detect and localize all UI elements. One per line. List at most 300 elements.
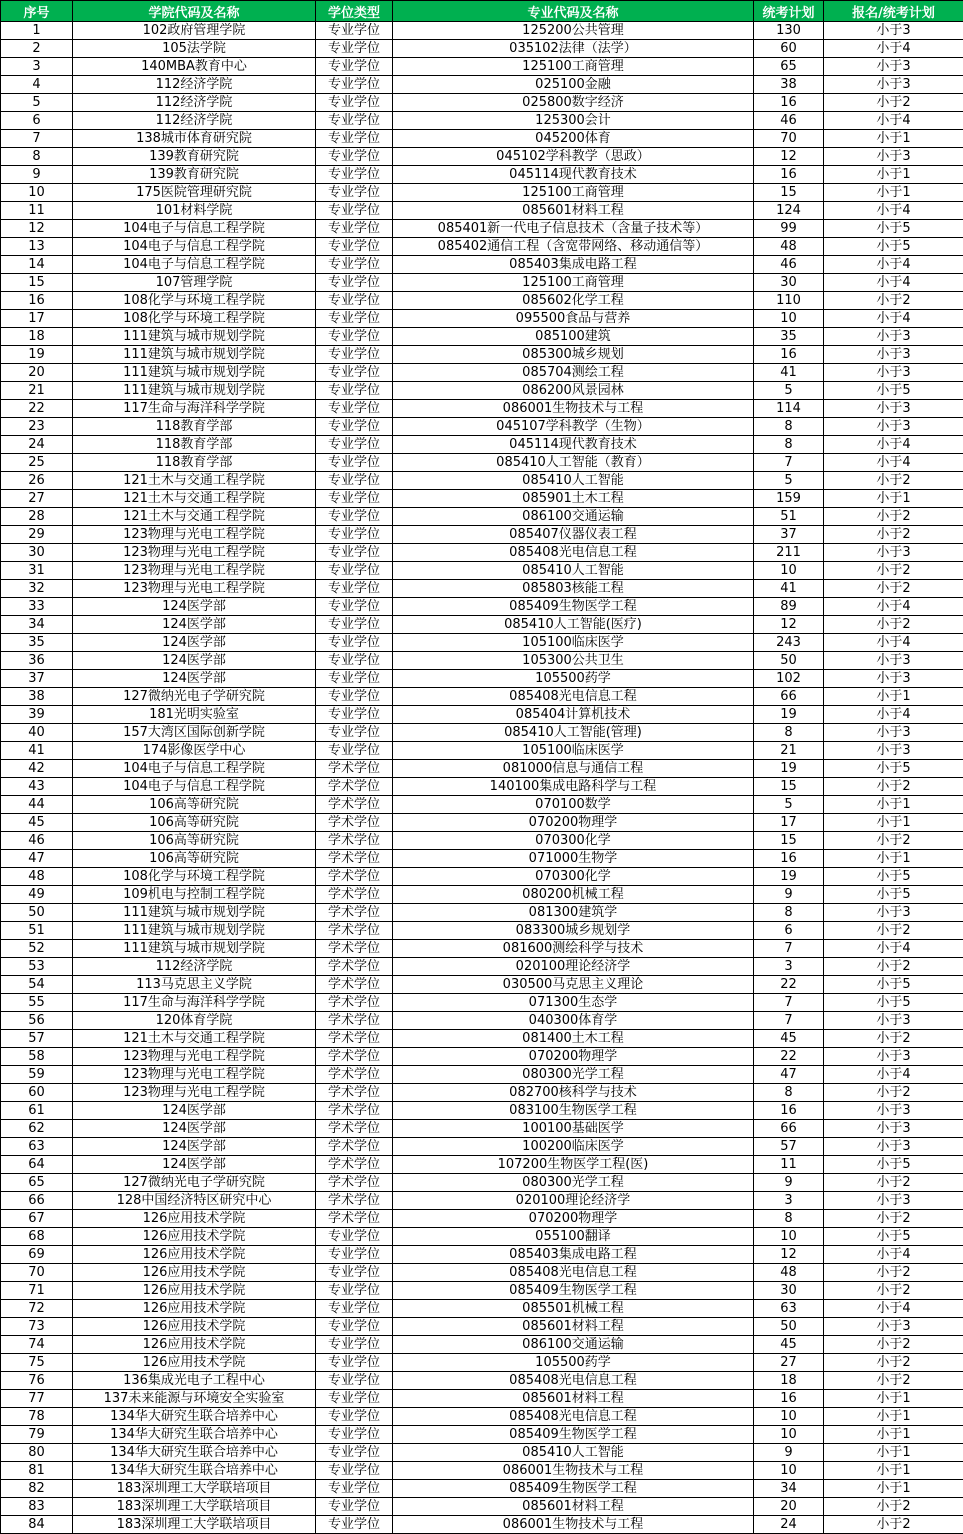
college-cell: 123物理与光电工程学院: [73, 1066, 316, 1084]
college-cell: 111建筑与城市规划学院: [73, 940, 316, 958]
table-row: [1, 310, 963, 328]
major-cell: 083300城乡规划学: [393, 922, 754, 940]
major-cell: 085410人工智能: [393, 472, 754, 490]
table-row: [1, 1444, 963, 1462]
table-row: [1, 238, 963, 256]
degree-type-cell: 专业学位: [316, 688, 393, 706]
row-index: 66: [1, 1192, 73, 1210]
plan-count-cell: 3: [754, 1192, 824, 1210]
ratio-cell: 小于2: [824, 292, 963, 310]
degree-type-cell: 专业学位: [316, 1426, 393, 1444]
major-cell: 085602化学工程: [393, 292, 754, 310]
row-index: 34: [1, 616, 73, 634]
row-index: 42: [1, 760, 73, 778]
college-cell: 112经济学院: [73, 958, 316, 976]
degree-type-cell: 学术学位: [316, 1174, 393, 1192]
degree-type-cell: 学术学位: [316, 994, 393, 1012]
table-row: [1, 256, 963, 274]
degree-type-cell: 专业学位: [316, 1336, 393, 1354]
plan-count-cell: 50: [754, 652, 824, 670]
row-index: 22: [1, 400, 73, 418]
row-index: 16: [1, 292, 73, 310]
row-index: 25: [1, 454, 73, 472]
plan-count-cell: 130: [754, 22, 824, 40]
college-cell: 102政府管理学院: [73, 22, 316, 40]
major-cell: 070300化学: [393, 868, 754, 886]
table-row: [1, 382, 963, 400]
college-cell: 157大湾区国际创新学院: [73, 724, 316, 742]
ratio-cell: 小于2: [824, 1516, 963, 1534]
college-cell: 113马克思主义学院: [73, 976, 316, 994]
row-index: 4: [1, 76, 73, 94]
ratio-cell: 小于1: [824, 490, 963, 508]
plan-count-cell: 10: [754, 310, 824, 328]
college-cell: 109机电与控制工程学院: [73, 886, 316, 904]
major-cell: 086001生物技术与工程: [393, 1462, 754, 1480]
college-cell: 127微纳光电子学研究院: [73, 1174, 316, 1192]
major-cell: 085408光电信息工程: [393, 1264, 754, 1282]
ratio-cell: 小于2: [824, 922, 963, 940]
plan-count-cell: 15: [754, 832, 824, 850]
college-cell: 134华大研究生联合培养中心: [73, 1408, 316, 1426]
row-index: 76: [1, 1372, 73, 1390]
degree-type-cell: 专业学位: [316, 724, 393, 742]
ratio-cell: 小于1: [824, 1444, 963, 1462]
row-index: 14: [1, 256, 73, 274]
table-row: [1, 1300, 963, 1318]
ratio-cell: 小于2: [824, 1030, 963, 1048]
college-cell: 126应用技术学院: [73, 1246, 316, 1264]
major-cell: 086100交通运输: [393, 508, 754, 526]
ratio-cell: 小于2: [824, 958, 963, 976]
table-row: [1, 994, 963, 1012]
table-row: [1, 850, 963, 868]
major-cell: 105100临床医学: [393, 742, 754, 760]
plan-count-cell: 27: [754, 1354, 824, 1372]
major-cell: 085408光电信息工程: [393, 1408, 754, 1426]
major-cell: 105100临床医学: [393, 634, 754, 652]
degree-type-cell: 专业学位: [316, 364, 393, 382]
college-cell: 181光明实验室: [73, 706, 316, 724]
ratio-cell: 小于2: [824, 1174, 963, 1192]
major-cell: 080200机械工程: [393, 886, 754, 904]
degree-type-cell: 专业学位: [316, 1318, 393, 1336]
major-cell: 085410人工智能: [393, 562, 754, 580]
ratio-cell: 小于4: [824, 1066, 963, 1084]
college-cell: 136集成光电子工程中心: [73, 1372, 316, 1390]
plan-count-cell: 16: [754, 850, 824, 868]
degree-type-cell: 专业学位: [316, 382, 393, 400]
plan-count-cell: 15: [754, 778, 824, 796]
table-row: [1, 580, 963, 598]
ratio-cell: 小于2: [824, 94, 963, 112]
major-cell: 085601材料工程: [393, 202, 754, 220]
row-index: 18: [1, 328, 73, 346]
degree-type-cell: 学术学位: [316, 958, 393, 976]
degree-type-cell: 学术学位: [316, 904, 393, 922]
college-cell: 121土木与交通工程学院: [73, 472, 316, 490]
ratio-cell: 小于2: [824, 472, 963, 490]
table-row: [1, 112, 963, 130]
college-cell: 106高等研究院: [73, 850, 316, 868]
table-row: [1, 148, 963, 166]
ratio-cell: 小于3: [824, 1102, 963, 1120]
plan-count-cell: 114: [754, 400, 824, 418]
major-cell: 070200物理学: [393, 814, 754, 832]
degree-type-cell: 专业学位: [316, 184, 393, 202]
ratio-cell: 小于3: [824, 652, 963, 670]
row-index: 81: [1, 1462, 73, 1480]
plan-count-cell: 19: [754, 706, 824, 724]
major-cell: 100200临床医学: [393, 1138, 754, 1156]
plan-count-cell: 66: [754, 688, 824, 706]
college-cell: 183深圳理工大学联培项目: [73, 1516, 316, 1534]
ratio-cell: 小于3: [824, 1012, 963, 1030]
plan-count-cell: 10: [754, 1426, 824, 1444]
degree-type-cell: 学术学位: [316, 1084, 393, 1102]
ratio-cell: 小于3: [824, 418, 963, 436]
table-row: [1, 1498, 963, 1516]
college-cell: 106高等研究院: [73, 814, 316, 832]
plan-count-cell: 51: [754, 508, 824, 526]
row-index: 63: [1, 1138, 73, 1156]
table-row: [1, 526, 963, 544]
table-row: [1, 616, 963, 634]
ratio-cell: 小于1: [824, 1408, 963, 1426]
degree-type-cell: 学术学位: [316, 1120, 393, 1138]
plan-count-cell: 5: [754, 382, 824, 400]
row-index: 73: [1, 1318, 73, 1336]
major-cell: 085410人工智能(医疗): [393, 616, 754, 634]
ratio-cell: 小于3: [824, 724, 963, 742]
table-row: [1, 490, 963, 508]
row-index: 44: [1, 796, 73, 814]
row-index: 75: [1, 1354, 73, 1372]
ratio-cell: 小于5: [824, 238, 963, 256]
row-index: 7: [1, 130, 73, 148]
degree-type-cell: 学术学位: [316, 1030, 393, 1048]
major-cell: 045200体育: [393, 130, 754, 148]
degree-type-cell: 专业学位: [316, 274, 393, 292]
ratio-cell: 小于3: [824, 1048, 963, 1066]
major-cell: 045107学科教学（生物）: [393, 418, 754, 436]
degree-type-cell: 专业学位: [316, 706, 393, 724]
row-index: 69: [1, 1246, 73, 1264]
row-index: 70: [1, 1264, 73, 1282]
degree-type-cell: 专业学位: [316, 256, 393, 274]
plan-count-cell: 63: [754, 1300, 824, 1318]
degree-type-cell: 学术学位: [316, 814, 393, 832]
degree-type-cell: 学术学位: [316, 850, 393, 868]
ratio-cell: 小于2: [824, 1498, 963, 1516]
major-cell: 086200风景园林: [393, 382, 754, 400]
row-index: 26: [1, 472, 73, 490]
table-row: [1, 688, 963, 706]
row-index: 11: [1, 202, 73, 220]
plan-count-cell: 45: [754, 1336, 824, 1354]
row-index: 32: [1, 580, 73, 598]
major-cell: 085409生物医学工程: [393, 1426, 754, 1444]
degree-type-cell: 学术学位: [316, 922, 393, 940]
ratio-cell: 小于1: [824, 1480, 963, 1498]
degree-type-cell: 专业学位: [316, 148, 393, 166]
college-cell: 126应用技术学院: [73, 1354, 316, 1372]
college-cell: 123物理与光电工程学院: [73, 526, 316, 544]
college-cell: 104电子与信息工程学院: [73, 256, 316, 274]
plan-count-cell: 243: [754, 634, 824, 652]
college-cell: 121土木与交通工程学院: [73, 508, 316, 526]
ratio-cell: 小于4: [824, 310, 963, 328]
college-cell: 108化学与环境工程学院: [73, 310, 316, 328]
college-cell: 126应用技术学院: [73, 1264, 316, 1282]
plan-count-cell: 37: [754, 526, 824, 544]
major-cell: 085501机械工程: [393, 1300, 754, 1318]
table-row: [1, 1138, 963, 1156]
degree-type-cell: 专业学位: [316, 1372, 393, 1390]
plan-count-cell: 66: [754, 1120, 824, 1138]
degree-type-cell: 专业学位: [316, 1228, 393, 1246]
table-row: [1, 1264, 963, 1282]
ratio-cell: 小于3: [824, 346, 963, 364]
college-cell: 126应用技术学院: [73, 1228, 316, 1246]
degree-type-cell: 学术学位: [316, 1156, 393, 1174]
table-row: [1, 742, 963, 760]
plan-count-cell: 10: [754, 562, 824, 580]
major-cell: 085410人工智能: [393, 1444, 754, 1462]
row-index: 51: [1, 922, 73, 940]
row-index: 48: [1, 868, 73, 886]
table-row: [1, 1156, 963, 1174]
row-index: 12: [1, 220, 73, 238]
degree-type-cell: 专业学位: [316, 580, 393, 598]
major-cell: 085410人工智能(管理): [393, 724, 754, 742]
table-row: [1, 1012, 963, 1030]
degree-type-cell: 专业学位: [316, 40, 393, 58]
ratio-cell: 小于2: [824, 778, 963, 796]
ratio-cell: 小于2: [824, 1372, 963, 1390]
major-cell: 125100工商管理: [393, 274, 754, 292]
table-row: [1, 796, 963, 814]
row-index: 33: [1, 598, 73, 616]
row-index: 84: [1, 1516, 73, 1534]
major-cell: 081300建筑学: [393, 904, 754, 922]
major-cell: 125100工商管理: [393, 58, 754, 76]
major-cell: 085403集成电路工程: [393, 1246, 754, 1264]
ratio-cell: 小于1: [824, 1462, 963, 1480]
row-index: 29: [1, 526, 73, 544]
ratio-cell: 小于1: [824, 130, 963, 148]
degree-type-cell: 学术学位: [316, 976, 393, 994]
table-row: [1, 1372, 963, 1390]
table-row: [1, 1030, 963, 1048]
major-cell: 045114现代教育技术: [393, 436, 754, 454]
plan-count-cell: 99: [754, 220, 824, 238]
row-index: 40: [1, 724, 73, 742]
ratio-cell: 小于5: [824, 760, 963, 778]
table-row: [1, 1174, 963, 1192]
college-cell: 139教育研究院: [73, 148, 316, 166]
college-cell: 111建筑与城市规划学院: [73, 382, 316, 400]
table-row: [1, 670, 963, 688]
major-cell: 070300化学: [393, 832, 754, 850]
plan-count-cell: 46: [754, 256, 824, 274]
plan-count-cell: 5: [754, 796, 824, 814]
college-cell: 107管理学院: [73, 274, 316, 292]
ratio-cell: 小于5: [824, 868, 963, 886]
ratio-cell: 小于3: [824, 148, 963, 166]
major-cell: 085300城乡规划: [393, 346, 754, 364]
degree-type-cell: 专业学位: [316, 616, 393, 634]
table-row: [1, 976, 963, 994]
degree-type-cell: 专业学位: [316, 130, 393, 148]
table-row: [1, 166, 963, 184]
ratio-cell: 小于3: [824, 364, 963, 382]
row-index: 68: [1, 1228, 73, 1246]
table-row: [1, 814, 963, 832]
ratio-cell: 小于3: [824, 1120, 963, 1138]
ratio-cell: 小于4: [824, 706, 963, 724]
college-cell: 127微纳光电子学研究院: [73, 688, 316, 706]
major-cell: 085409生物医学工程: [393, 1282, 754, 1300]
row-index: 83: [1, 1498, 73, 1516]
table-row: [1, 436, 963, 454]
table-row: [1, 940, 963, 958]
row-index: 59: [1, 1066, 73, 1084]
college-cell: 101材料学院: [73, 202, 316, 220]
plan-count-cell: 10: [754, 1228, 824, 1246]
row-index: 41: [1, 742, 73, 760]
table-row: [1, 598, 963, 616]
plan-count-cell: 50: [754, 1318, 824, 1336]
college-cell: 118教育学部: [73, 436, 316, 454]
table-row: [1, 1192, 963, 1210]
degree-type-cell: 学术学位: [316, 832, 393, 850]
college-cell: 123物理与光电工程学院: [73, 1048, 316, 1066]
college-cell: 111建筑与城市规划学院: [73, 346, 316, 364]
degree-type-cell: 专业学位: [316, 454, 393, 472]
row-index: 46: [1, 832, 73, 850]
plan-count-cell: 57: [754, 1138, 824, 1156]
ratio-cell: 小于4: [824, 940, 963, 958]
plan-count-cell: 16: [754, 166, 824, 184]
plan-count-cell: 110: [754, 292, 824, 310]
plan-count-cell: 34: [754, 1480, 824, 1498]
degree-type-cell: 学术学位: [316, 1048, 393, 1066]
table-row: [1, 1066, 963, 1084]
plan-count-cell: 102: [754, 670, 824, 688]
table-row: [1, 202, 963, 220]
college-cell: 124医学部: [73, 1120, 316, 1138]
degree-type-cell: 专业学位: [316, 1300, 393, 1318]
major-cell: 081000信息与通信工程: [393, 760, 754, 778]
plan-count-cell: 9: [754, 886, 824, 904]
college-cell: 117生命与海洋科学学院: [73, 400, 316, 418]
ratio-cell: 小于3: [824, 544, 963, 562]
plan-count-cell: 18: [754, 1372, 824, 1390]
ratio-cell: 小于5: [824, 976, 963, 994]
table-row: [1, 418, 963, 436]
table-row: [1, 652, 963, 670]
ratio-cell: 小于2: [824, 562, 963, 580]
table-row: [1, 364, 963, 382]
college-cell: 126应用技术学院: [73, 1336, 316, 1354]
plan-count-cell: 30: [754, 1282, 824, 1300]
degree-type-cell: 学术学位: [316, 778, 393, 796]
degree-type-cell: 专业学位: [316, 1282, 393, 1300]
college-cell: 123物理与光电工程学院: [73, 1084, 316, 1102]
major-cell: 070200物理学: [393, 1210, 754, 1228]
table-row: [1, 94, 963, 112]
degree-type-cell: 专业学位: [316, 346, 393, 364]
ratio-cell: 小于5: [824, 220, 963, 238]
table-row: [1, 832, 963, 850]
row-index: 19: [1, 346, 73, 364]
major-cell: 085410人工智能（教育）: [393, 454, 754, 472]
major-cell: 030500马克思主义理论: [393, 976, 754, 994]
plan-count-cell: 8: [754, 1210, 824, 1228]
plan-count-cell: 7: [754, 454, 824, 472]
row-index: 53: [1, 958, 73, 976]
row-index: 20: [1, 364, 73, 382]
table-row: [1, 562, 963, 580]
row-index: 3: [1, 58, 73, 76]
degree-type-cell: 学术学位: [316, 868, 393, 886]
degree-type-cell: 专业学位: [316, 76, 393, 94]
degree-type-cell: 专业学位: [316, 1354, 393, 1372]
ratio-cell: 小于5: [824, 886, 963, 904]
degree-type-cell: 专业学位: [316, 652, 393, 670]
plan-count-cell: 47: [754, 1066, 824, 1084]
table-row: [1, 958, 963, 976]
degree-type-cell: 专业学位: [316, 166, 393, 184]
major-cell: 055100翻译: [393, 1228, 754, 1246]
table-row: [1, 634, 963, 652]
row-index: 38: [1, 688, 73, 706]
degree-type-cell: 专业学位: [316, 472, 393, 490]
table-row: [1, 868, 963, 886]
ratio-cell: 小于1: [824, 1390, 963, 1408]
college-cell: 183深圳理工大学联培项目: [73, 1480, 316, 1498]
table-row: [1, 76, 963, 94]
row-index: 39: [1, 706, 73, 724]
plan-count-cell: 12: [754, 1246, 824, 1264]
major-cell: 085409生物医学工程: [393, 1480, 754, 1498]
degree-type-cell: 专业学位: [316, 490, 393, 508]
college-cell: 111建筑与城市规划学院: [73, 364, 316, 382]
college-cell: 126应用技术学院: [73, 1282, 316, 1300]
degree-type-cell: 专业学位: [316, 1264, 393, 1282]
degree-type-cell: 专业学位: [316, 544, 393, 562]
major-cell: 085402通信工程（含宽带网络、移动通信等）: [393, 238, 754, 256]
ratio-cell: 小于4: [824, 1300, 963, 1318]
major-cell: 080300光学工程: [393, 1066, 754, 1084]
college-cell: 104电子与信息工程学院: [73, 220, 316, 238]
college-cell: 139教育研究院: [73, 166, 316, 184]
college-cell: 104电子与信息工程学院: [73, 760, 316, 778]
plan-count-cell: 10: [754, 1408, 824, 1426]
plan-count-cell: 8: [754, 904, 824, 922]
college-cell: 124医学部: [73, 652, 316, 670]
row-index: 36: [1, 652, 73, 670]
table-row: [1, 544, 963, 562]
table-row: [1, 274, 963, 292]
ratio-cell: 小于3: [824, 1318, 963, 1336]
degree-type-cell: 专业学位: [316, 328, 393, 346]
plan-count-cell: 159: [754, 490, 824, 508]
header-ratio: 报名/统考计划: [824, 1, 963, 22]
plan-count-cell: 211: [754, 544, 824, 562]
college-cell: 111建筑与城市规划学院: [73, 922, 316, 940]
